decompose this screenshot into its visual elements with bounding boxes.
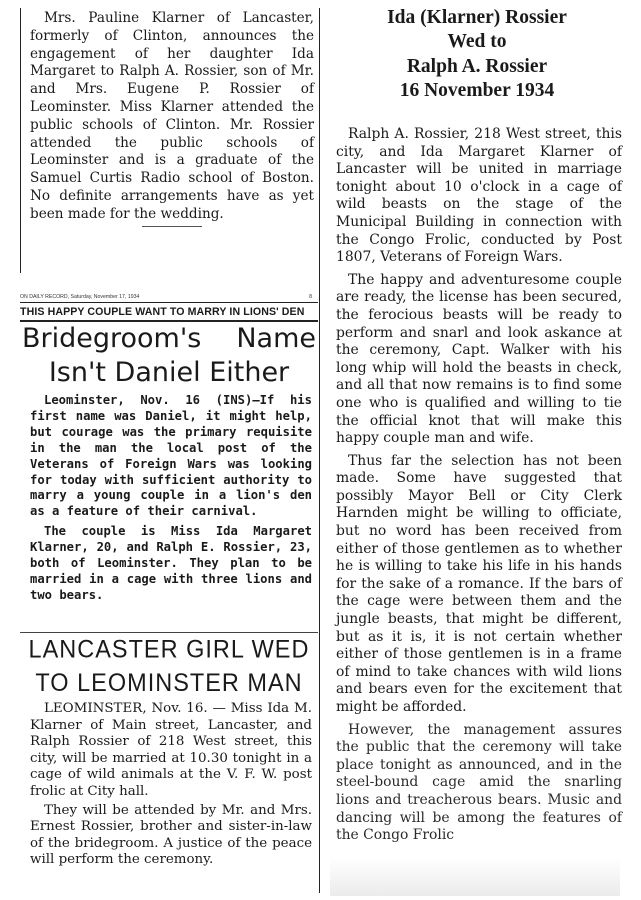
lancaster-paragraph: LEOMINSTER, Nov. 16. — Miss Ida M. Klarner of Main street, Lancaster, and Ralph Rossier of 218 West street, this city, will be married at 10.30 tonight in a cage of wild animals at the V. F. W. post frolic at City hall. <box>30 701 312 799</box>
lancaster-headline-line1: LANCASTER GIRL WED <box>28 634 310 663</box>
lancaster-headline-line2: TO LEOMINSTER MAN <box>35 668 303 697</box>
engagement-announcement-clipping <box>30 10 314 227</box>
bridegroom-headline-line1: Bridegroom's Name <box>22 323 316 354</box>
article-title-line4: 16 November 1934 <box>399 80 555 102</box>
clipping-end-rule <box>142 226 202 227</box>
bridegroom-headline <box>22 322 316 390</box>
article-title <box>326 6 628 104</box>
masthead-page-number: 8 <box>309 294 312 300</box>
wedding-paragraph: Ralph A. Rossier, 218 West street, this city, and Ida Margaret Klarner of Lancaster will be united in marriage tonight about 10 o'clock in a cage of wild beasts on the stage of the Municipal Building in connection with the Congo Frolic, conducted by Post 1807, Veterans of Foreign Wars. <box>336 126 622 266</box>
lancaster-paragraph: They will be attended by Mr. and Mrs. Ernest Rossier, brother and sister-in-law of the bridegroom. A justice of the peace will perform the ceremony. <box>30 802 312 868</box>
lancaster-article-body <box>30 701 312 871</box>
lancaster-girl-headline <box>22 633 316 700</box>
wedding-paragraph: Thus far the selection has not been made. Some have suggested that possibly Mayor Bell or City Clerk Harnden might be willing to officiate, but no word has been received from either of those gentlemen as to whether he is willing to take his life in his hands for the sake of a romance. If the bars of the cage were between them and the jungle beasts, that might be different, but as it is, it is not certain whether either of those gentlemen is in a frame of mind to take chances with wild lions and bears even for the excitement that might be afforded. <box>336 452 622 715</box>
bridegroom-headline-line2: Isn't Daniel Either <box>48 357 290 388</box>
faded-print-overlay <box>330 858 620 896</box>
center-column-rule <box>319 8 320 893</box>
bridegroom-paragraph: Leominster, Nov. 16 (INS)—If his first name was Daniel, it might help, but courage was the primary requisite in the man the local post of the Veterans of Foreign Wars was looking for today with sufficient authority to marry a young couple in a lion's den as a feature of their carnival. <box>30 393 312 519</box>
newspaper-masthead <box>20 294 318 303</box>
article-title-line2: Wed to <box>447 31 507 53</box>
article-title-line3: Ralph A. Rossier <box>406 55 548 77</box>
engagement-announcement-text: Mrs. Pauline Klarner of Lancaster, formerly of Clinton, announces the engagement of her daughter Ida Margaret to Ralph A. Rossier, son of Mr. and Mrs. Eugene P. Rossier of Leominster. Miss Klarner attended the public schools of Clinton. Mr. Rossier attended the public schools of Leominster and is a graduate of the Samuel Curtis Radio school of Boston. No definite arrangements have as yet been made for the wedding. <box>30 10 314 222</box>
article-title-line1: Ida (Klarner) Rossier <box>387 7 567 28</box>
lions-den-kicker: THIS HAPPY COUPLE WANT TO MARRY IN LIONS' DEN <box>20 306 318 322</box>
left-column-rule <box>20 8 21 273</box>
wedding-article-body <box>336 126 622 850</box>
wedding-paragraph: The happy and adventuresome couple are ready, the license has been secured, the ferocious beasts will be ready to perform and snarl and look askance at the ceremony, Capt. Walker with his long whip will hold the beasts in check, and all that now remains is to find some one who is qualified and willing to tie the official knot that will make this happy couple man and wife. <box>336 271 622 447</box>
masthead-text: ON DAILY RECORD, Saturday, November 17, 1934 <box>20 294 140 300</box>
wedding-paragraph: However, the management assures the public that the ceremony will take place tonight as announced, and in the steel-bound cage amid the snarling lions and treacherous bears. Music and dancing will be among the features of the Congo Frolic <box>336 721 622 844</box>
bridegroom-paragraph: The couple is Miss Ida Margaret Klarner, 20, and Ralph E. Rossier, 23, both of Leominster. They plan to be married in a cage with three lions and two bears. <box>30 524 312 602</box>
bridegroom-article-body <box>30 393 312 608</box>
